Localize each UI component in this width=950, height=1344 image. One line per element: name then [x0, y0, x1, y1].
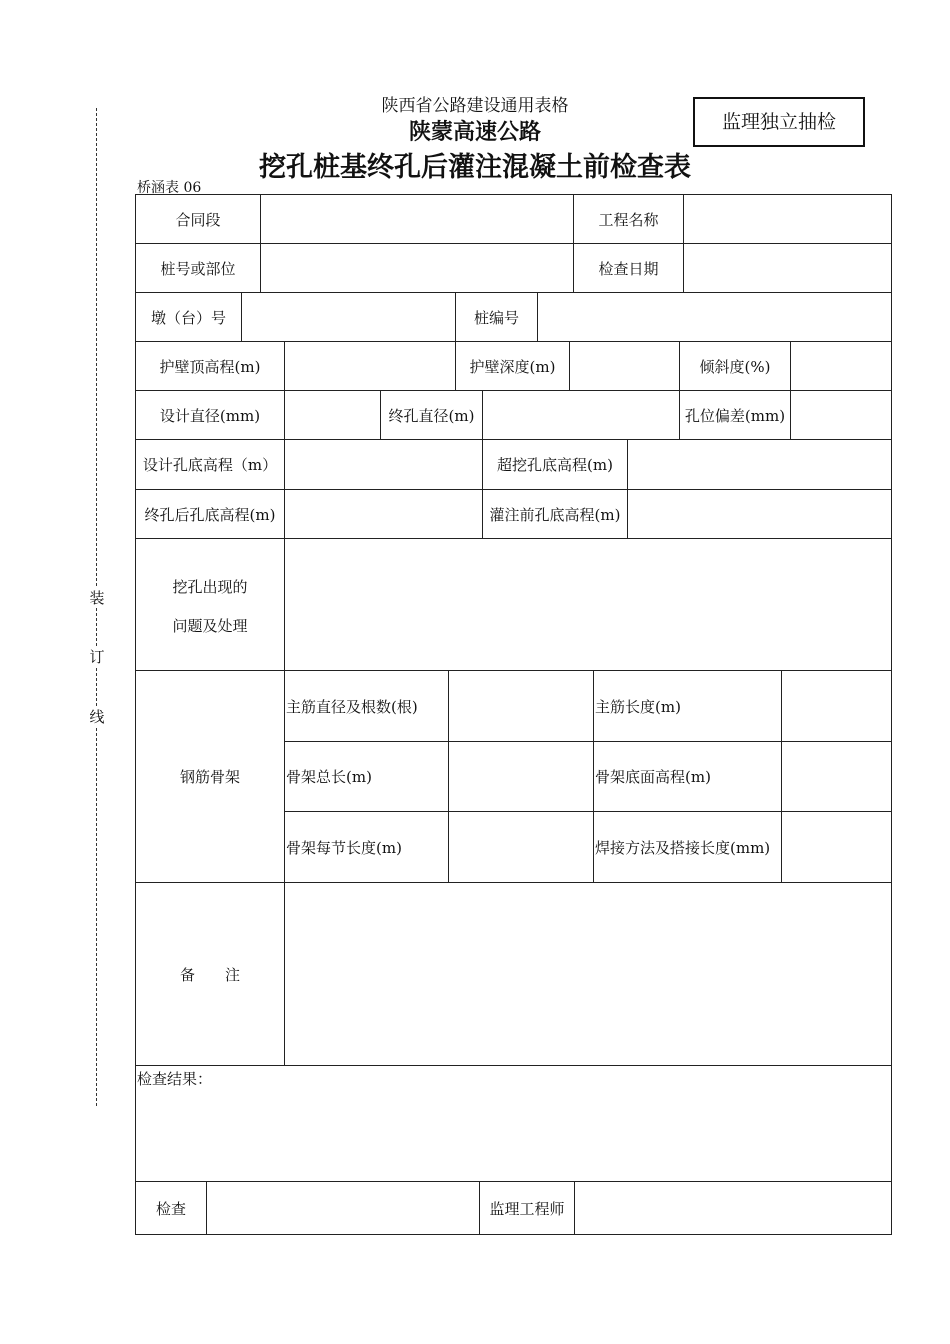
col-divider: [627, 439, 628, 538]
label-issues-line1: 挖孔出现的: [172, 577, 248, 596]
label-project-name: 工程名称: [598, 210, 659, 229]
label-wall-top-elev: 护壁顶高程(m): [159, 357, 261, 376]
label-pre-pour-bottom-elev: 灌注前孔底高程(m): [489, 505, 621, 524]
row-divider: [135, 1065, 892, 1066]
label-cage-bottom-elev: 骨架底面高程(m): [595, 768, 711, 786]
label-wall-depth: 护壁深度(m): [469, 357, 556, 376]
label-check-date: 检查日期: [598, 259, 659, 278]
col-divider: [781, 670, 782, 882]
label-issues-line2: 问题及处理: [172, 616, 248, 635]
label-inclination: 倾斜度(%): [699, 357, 771, 376]
label-pile-no: 桩编号: [473, 308, 519, 327]
label-final-bottom-elev: 终孔后孔底高程(m): [144, 505, 276, 524]
label-pier-no: 墩（台）号: [150, 308, 226, 327]
label-final-dia: 终孔直径(m): [388, 406, 475, 425]
col-divider: [206, 1181, 207, 1235]
label-pile-location: 桩号或部位: [160, 259, 236, 278]
col-divider: [537, 292, 538, 341]
col-divider: [569, 341, 570, 390]
row-divider: [135, 538, 892, 539]
label-cage-total-length: 骨架总长(m): [286, 768, 372, 786]
label-overdig-bottom-elev: 超挖孔底高程(m): [497, 456, 613, 474]
label-main-bar-length: 主筋长度(m): [595, 697, 681, 716]
supervision-stamp-box: 监理独立抽检: [693, 97, 865, 147]
col-divider: [574, 1181, 575, 1235]
label-main-bar-dia-count: 主筋直径及根数(根): [286, 697, 418, 716]
binding-char-1: 装: [86, 587, 108, 608]
col-divider: [448, 670, 449, 882]
label-check-result: 检查结果：: [137, 1070, 213, 1088]
col-divider: [284, 341, 285, 439]
form-number: 桥涵表 06: [137, 180, 202, 196]
form-subtitle: 陕西省公路建设通用表格: [381, 96, 569, 116]
col-divider: [683, 194, 684, 292]
binding-char-2: 订: [86, 646, 108, 667]
label-rebar-cage: 钢筋骨架: [179, 768, 240, 786]
label-design-dia: 设计直径(mm): [159, 406, 261, 425]
col-divider: [260, 194, 261, 292]
label-inspector: 检查: [155, 1200, 186, 1218]
label-weld-method: 焊接方法及搭接长度(mm): [595, 838, 771, 857]
form-title: 挖孔桩基终孔后灌注混凝土前检查表: [259, 152, 691, 183]
label-design-bottom-elev: 设计孔底高程（m）: [142, 456, 278, 474]
binding-char-3: 线: [86, 706, 108, 727]
label-contract-section: 合同段: [175, 210, 221, 229]
label-hole-offset: 孔位偏差(mm): [684, 406, 786, 425]
col-divider: [241, 292, 242, 341]
project-name-heading: 陕蒙高速公路: [408, 120, 541, 145]
label-cage-section-length: 骨架每节长度(m): [286, 838, 402, 857]
label-remarks: 备 注: [179, 965, 240, 984]
label-supervisor: 监理工程师: [489, 1200, 565, 1218]
col-divider: [790, 341, 791, 439]
